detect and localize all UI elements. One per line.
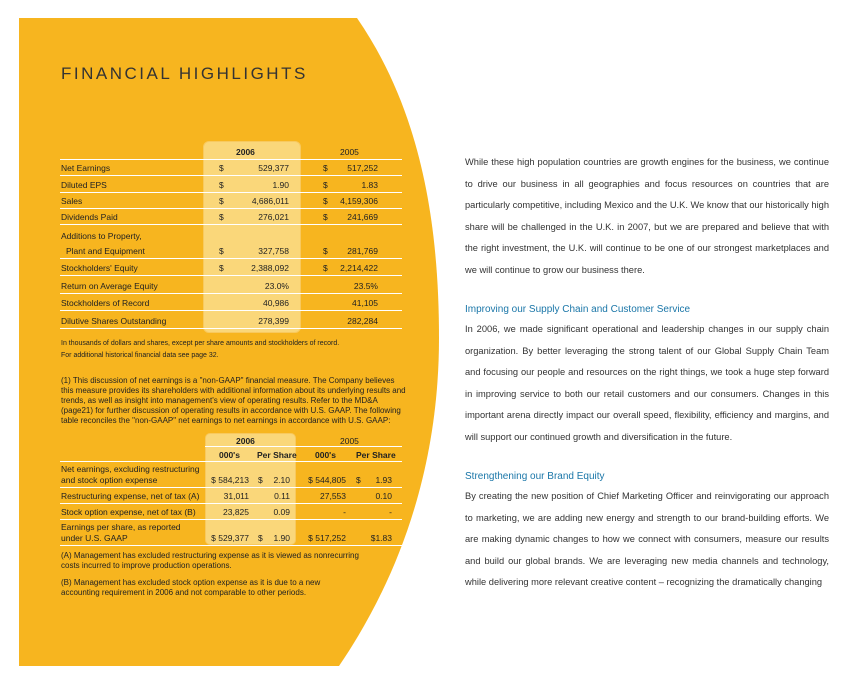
row-rule [60,224,402,225]
col-000s-2006: 000's [219,450,240,460]
highlight-row-label: Return on Average Equity [61,281,158,291]
currency-2006: $ [219,246,224,256]
recon-per-share-2006: 1.90 [273,533,290,543]
recon-row-rule [60,545,402,546]
year-2006-header: 2006 [236,147,255,157]
recon-row-label: Earnings per share, as reported [61,522,181,532]
highlight-row-label: Plant and Equipment [66,246,145,256]
highlight-row-label: Net Earnings [61,163,111,173]
currency-2006: $ [219,196,224,206]
currency-2005: $ [323,196,328,206]
row-rule [60,328,402,329]
value-2006: 4,686,011 [251,196,289,206]
recon-year-2005: 2005 [340,436,359,446]
recon-000s-2005: 27,553 [320,491,346,501]
currency-2005: $ [323,163,328,173]
currency-2006: $ [219,263,224,273]
value-2005: 281,769 [347,246,378,256]
recon-currency-ps-2006: $ [258,475,263,485]
row-rule [60,258,402,259]
recon-per-share-2005: 0.10 [375,491,392,501]
recon-currency-ps-2005: $ [356,475,361,485]
paragraph-brand-equity: By creating the new position of Chief Marketing Officer and reinvigorating our approach to marketing, we are adding new energy and strength to our brand-building efforts. We are making dynamic changes to how we connect with consumers, measure our results and build our global brands. We are leveraging new media channels and technology, while delivering more relevant creative content – recognizing the dramatically changing [465,491,829,588]
recon-row-label-2: and stock option expense [61,475,158,485]
recon-row-rule [60,503,402,504]
row-rule [60,310,402,311]
currency-2005: $ [323,263,328,273]
recon-000s-2006: $ 529,377 [211,533,249,543]
recon-per-share-2005: 1.93 [375,475,392,485]
highlight-row-label: Sales [61,196,83,206]
row-rule [60,192,402,193]
value-2005: 23.5% [353,281,378,291]
recon-currency-ps-2006: $ [258,533,263,543]
recon-row-label-2: under U.S. GAAP [61,533,128,543]
row-rule [60,275,402,276]
recon-000s-2006: 23,825 [223,507,249,517]
page-title: FINANCIAL HIGHLIGHTS [61,64,308,83]
currency-2006: $ [219,180,224,190]
value-2005: 241,669 [347,212,378,222]
row-rule [60,293,402,294]
paragraph-supply-chain: In 2006, we made significant operational and leadership changes in our supply chain organization. By better leveraging the strong talent of our Global Supply Chain Team and focusing our people and resources on the right things, we took a huge step forward in improving service to both our retail customers and our consumers. Changes in this important arena directly impact our overall speed, flexibility, efficiency and margins, and will support our continued growth and diversification in the future. [465,324,829,442]
recon-per-share-2005: $1.83 [370,533,392,543]
currency-2006: $ [219,212,224,222]
value-2005: 282,284 [347,316,378,326]
value-2006: 23.0% [264,281,289,291]
recon-000s-2005: $ 517,252 [308,533,346,543]
recon-row-rule [60,519,402,520]
highlight-row-label: Stockholders' Equity [61,263,138,273]
footnote-historical: For additional historical financial data see page 32. [61,352,219,359]
value-2006: 40,986 [263,298,289,308]
recon-per-share-2006: 2.10 [273,475,290,485]
currency-2005: $ [323,246,328,256]
currency-2005: $ [323,180,328,190]
row-rule [60,175,402,176]
recon-000s-2005: $ 544,805 [308,475,346,485]
col-per-share-2006: Per Share [257,450,297,460]
header-rule [60,159,402,160]
value-2006: 529,377 [258,163,289,173]
highlight-row-label: Dilutive Shares Outstanding [61,316,167,326]
year-2005-header: 2005 [340,147,359,157]
highlight-row-label: Additions to Property, [61,231,142,241]
currency-2006: $ [219,163,224,173]
col-000s-2005: 000's [315,450,336,460]
non-gaap-intro: (1) This discussion of net earnings is a "non-GAAP" financial measure. The Company believes this measure provides its shareholders with additional information about its underlying results and trends, as well as insight into management's view of operating results. Refer to the MD&A (page21) for further discussion of operating results in accordance with U.S. GAAP. The following table reconciles the "non-GAAP" net earnings to net earnings in accordance with U.S. GAAP: [61,376,406,425]
col-per-share-2005: Per Share [356,450,396,460]
paragraph-growth: While these high population countries are growth engines for the business, we continue to drive our business in all geographies and focus resources on countries that are particularly competitive, including Mexico and the U.K. We know that our historically high share will be challenged in the U.K. in 2007, but we are prepared and believe that with the right investment, the U.K. will continue to be one of our strongest marketplaces and we will continue to grow our business there. [465,157,829,275]
recon-000s-2005: - [343,507,346,517]
currency-2005: $ [323,212,328,222]
recon-row-label: Net earnings, excluding restructuring [61,464,200,474]
recon-per-share-2006: 0.09 [273,507,290,517]
recon-row-rule [60,487,402,488]
recon-year-2006: 2006 [236,436,255,446]
note-b: (B) Management has excluded stock option expense as it is due to a new accounting requirement in 2006 and not comparable to other periods. [61,578,321,597]
heading-supply-chain: Improving our Supply Chain and Customer Service [465,304,691,315]
value-2005: 2,214,422 [340,263,378,273]
value-2005: 1.83 [361,180,378,190]
highlight-row-label: Stockholders of Record [61,298,150,308]
footnote-thousands: In thousands of dollars and shares, except per share amounts and stockholders of record. [61,340,340,347]
recon-row-label: Stock option expense, net of tax (B) [61,507,196,517]
recon-per-share-2005: - [389,507,392,517]
heading-brand-equity: Strengthening our Brand Equity [465,471,605,482]
value-2006: 2,388,092 [251,263,289,273]
highlight-row-label: Dividends Paid [61,212,118,222]
value-2006: 1.90 [272,180,289,190]
value-2006: 276,021 [258,212,289,222]
recon-000s-2006: $ 584,213 [211,475,249,485]
value-2005: 517,252 [347,163,378,173]
value-2006: 327,758 [258,246,289,256]
recon-row-label: Restructuring expense, net of tax (A) [61,491,200,501]
recon-000s-2006: 31,011 [223,491,249,501]
row-rule [60,208,402,209]
value-2005: 4,159,306 [340,196,378,206]
highlight-row-label: Diluted EPS [61,180,107,190]
value-2005: 41,105 [352,298,378,308]
recon-year-rule [205,446,402,447]
recon-header-rule [60,461,402,462]
note-a: (A) Management has excluded restructuring expense as it is viewed as nonrecurring costs incurred to improve production operations. [61,551,359,570]
value-2006: 278,399 [258,316,289,326]
recon-per-share-2006: 0.11 [274,491,290,501]
